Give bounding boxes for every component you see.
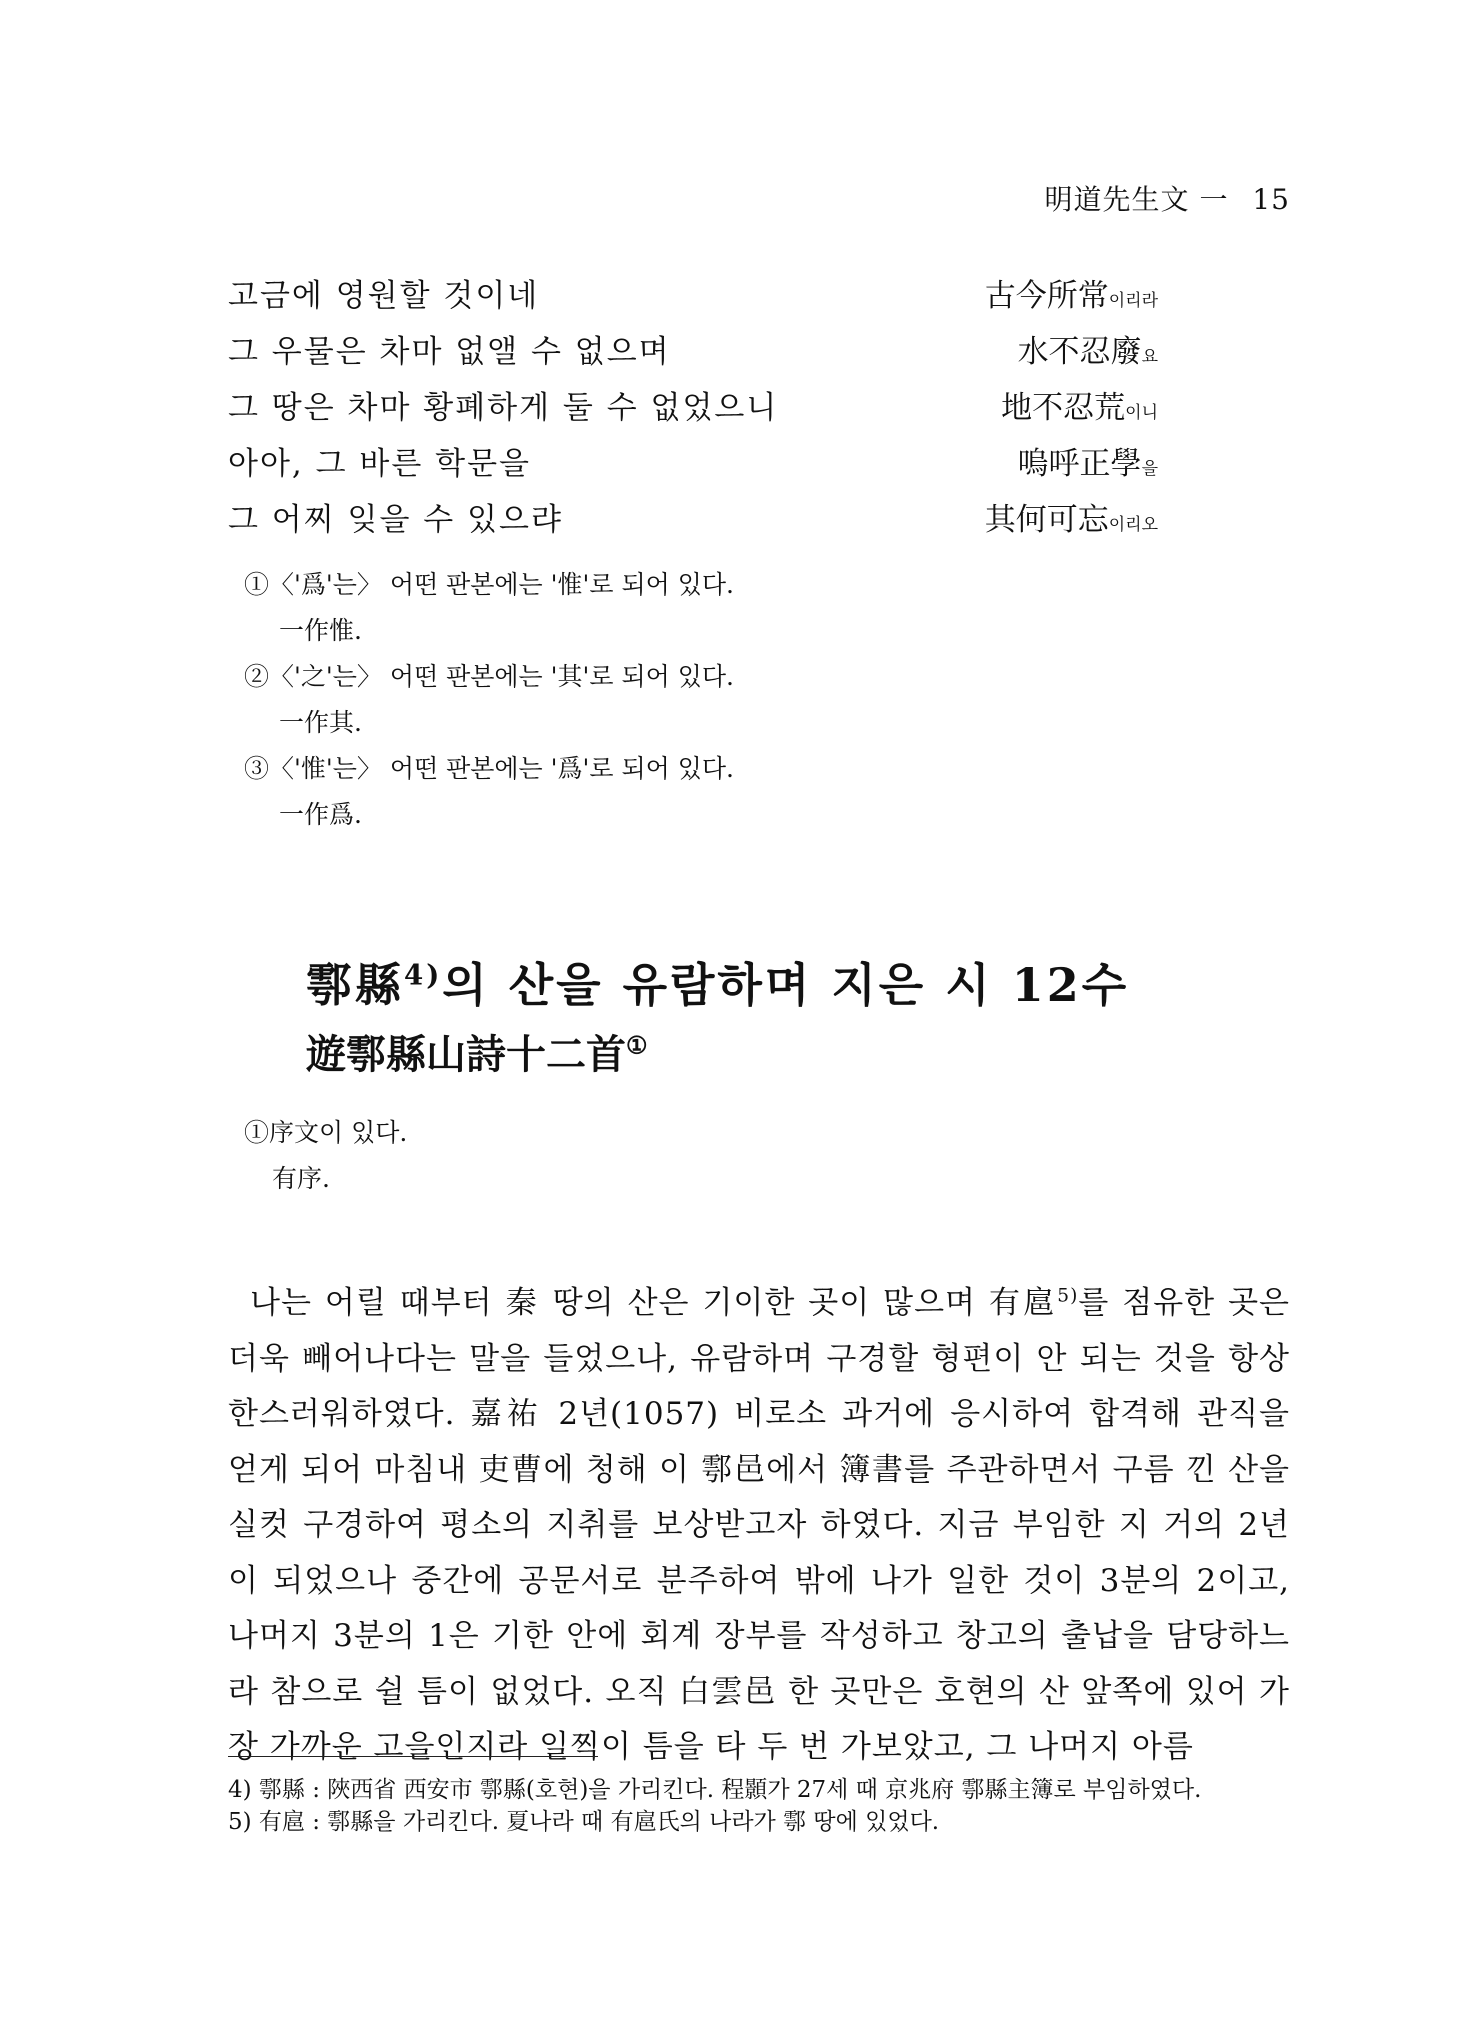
- verse-hanja: 地不忍荒이니: [1001, 390, 1158, 426]
- page-number: 15: [1252, 183, 1290, 216]
- verse-line: [228, 494, 1158, 550]
- variant-note-source: 一作其.: [279, 708, 362, 737]
- verse-korean: 그 우물은 차마 없앨 수 없으며: [228, 334, 671, 370]
- verse-line: [228, 382, 1158, 438]
- footnote: 5) 有扈 : 鄠縣을 가리킨다. 夏나라 때 有扈氏의 나라가 鄠 땅에 있었다.: [228, 1809, 940, 1835]
- verse-korean: 그 땅은 차마 황폐하게 둘 수 없었으니: [228, 390, 779, 426]
- verse-korean: 아아, 그 바른 학문을: [228, 446, 531, 482]
- variant-note-source: 一作惟.: [279, 616, 362, 645]
- poem-title: [306, 950, 1129, 1090]
- variant-note: ①〈'爲'는〉 어떤 판본에는 '惟'로 되어 있다.: [244, 570, 734, 599]
- footnote-ref: 4): [404, 958, 443, 992]
- poem-title-hanja: 遊鄠縣山詩十二首①: [306, 1030, 648, 1078]
- variant-note: ③〈'惟'는〉 어떤 판본에는 '爲'로 되어 있다.: [244, 754, 734, 783]
- verse-block: [228, 270, 1158, 550]
- verse-hanja: 其何可忘이리오: [984, 502, 1158, 538]
- footnote-ref: 5): [1057, 1285, 1079, 1307]
- variant-notes: [244, 562, 734, 838]
- title-note: [244, 1110, 407, 1202]
- verse-hanja: 古今所常이리라: [984, 278, 1158, 314]
- verse-line: [228, 326, 1158, 382]
- note-ref: ①: [626, 1030, 648, 1060]
- verse-line: [228, 438, 1158, 494]
- variant-note: ②〈'之'는〉 어떤 판본에는 '其'로 되어 있다.: [244, 662, 734, 691]
- verse-line: [228, 270, 1158, 326]
- title-note-source: 有序.: [272, 1164, 330, 1193]
- verse-hanja: 水不忍廢요: [1017, 334, 1158, 370]
- running-header: [1031, 178, 1290, 218]
- body-paragraph: 나는 어릴 때부터 秦 땅의 산은 기이한 곳이 많으며 有扈$^{5)}$를 점유한 곳은 더욱 빼어나다는 말을 들었으나, 유람하며 구경할 형편이 안 되는 것을 항상 한스러워하였다. 嘉祐 2년(1057) 비로소 과거에 응시하여 합격해 관직을 얻게 되어 마침내 吏曹에 청해 이 鄠邑에서 簿書를 주관하면서 구름 낀 산을 실컷 구경하여 평소의 지취를 보상받고자 하였다. 지금 부임한 지 거의 2년이 되었으나 중간에 공문서로 분주하여 밖에 나가 일한 것이 3분의 2이고, 나머지 3분의 1은 기한 안에 회계 장부를 작성하고 창고의 출납을 담당하느라 참으로 쉴 틈이 없었다. 오직 白雲邑 한 곳만은 호현의 산 앞쪽에 있어 가장 가까운 고을인지라 일찍이 틈을 타 두 번 가보았고, 그 나머지 아름: [228, 1285, 1290, 1765]
- variant-note-source: 一作爲.: [279, 800, 362, 829]
- title-note-line: ①序文이 있다.: [244, 1118, 408, 1147]
- footnotes: [228, 1774, 1201, 1838]
- verse-korean: 그 어찌 잊을 수 있으랴: [228, 502, 563, 538]
- footnote-divider: [228, 1756, 598, 1757]
- footnote: 4) 鄠縣 : 陜西省 西安市 鄠縣(호현)을 가리킨다. 程顥가 27세 때 京兆府 鄠縣主簿로 부임하였다.: [228, 1777, 1202, 1803]
- verse-hanja: 嗚呼正學을: [1017, 446, 1158, 482]
- running-header-title: 明道先生文 一: [1044, 183, 1229, 216]
- verse-korean: 고금에 영원할 것이네: [228, 278, 540, 314]
- poem-title-korean: 鄠縣$^{4)}$의 산을 유람하며 지은 시 12수: [306, 958, 1130, 1012]
